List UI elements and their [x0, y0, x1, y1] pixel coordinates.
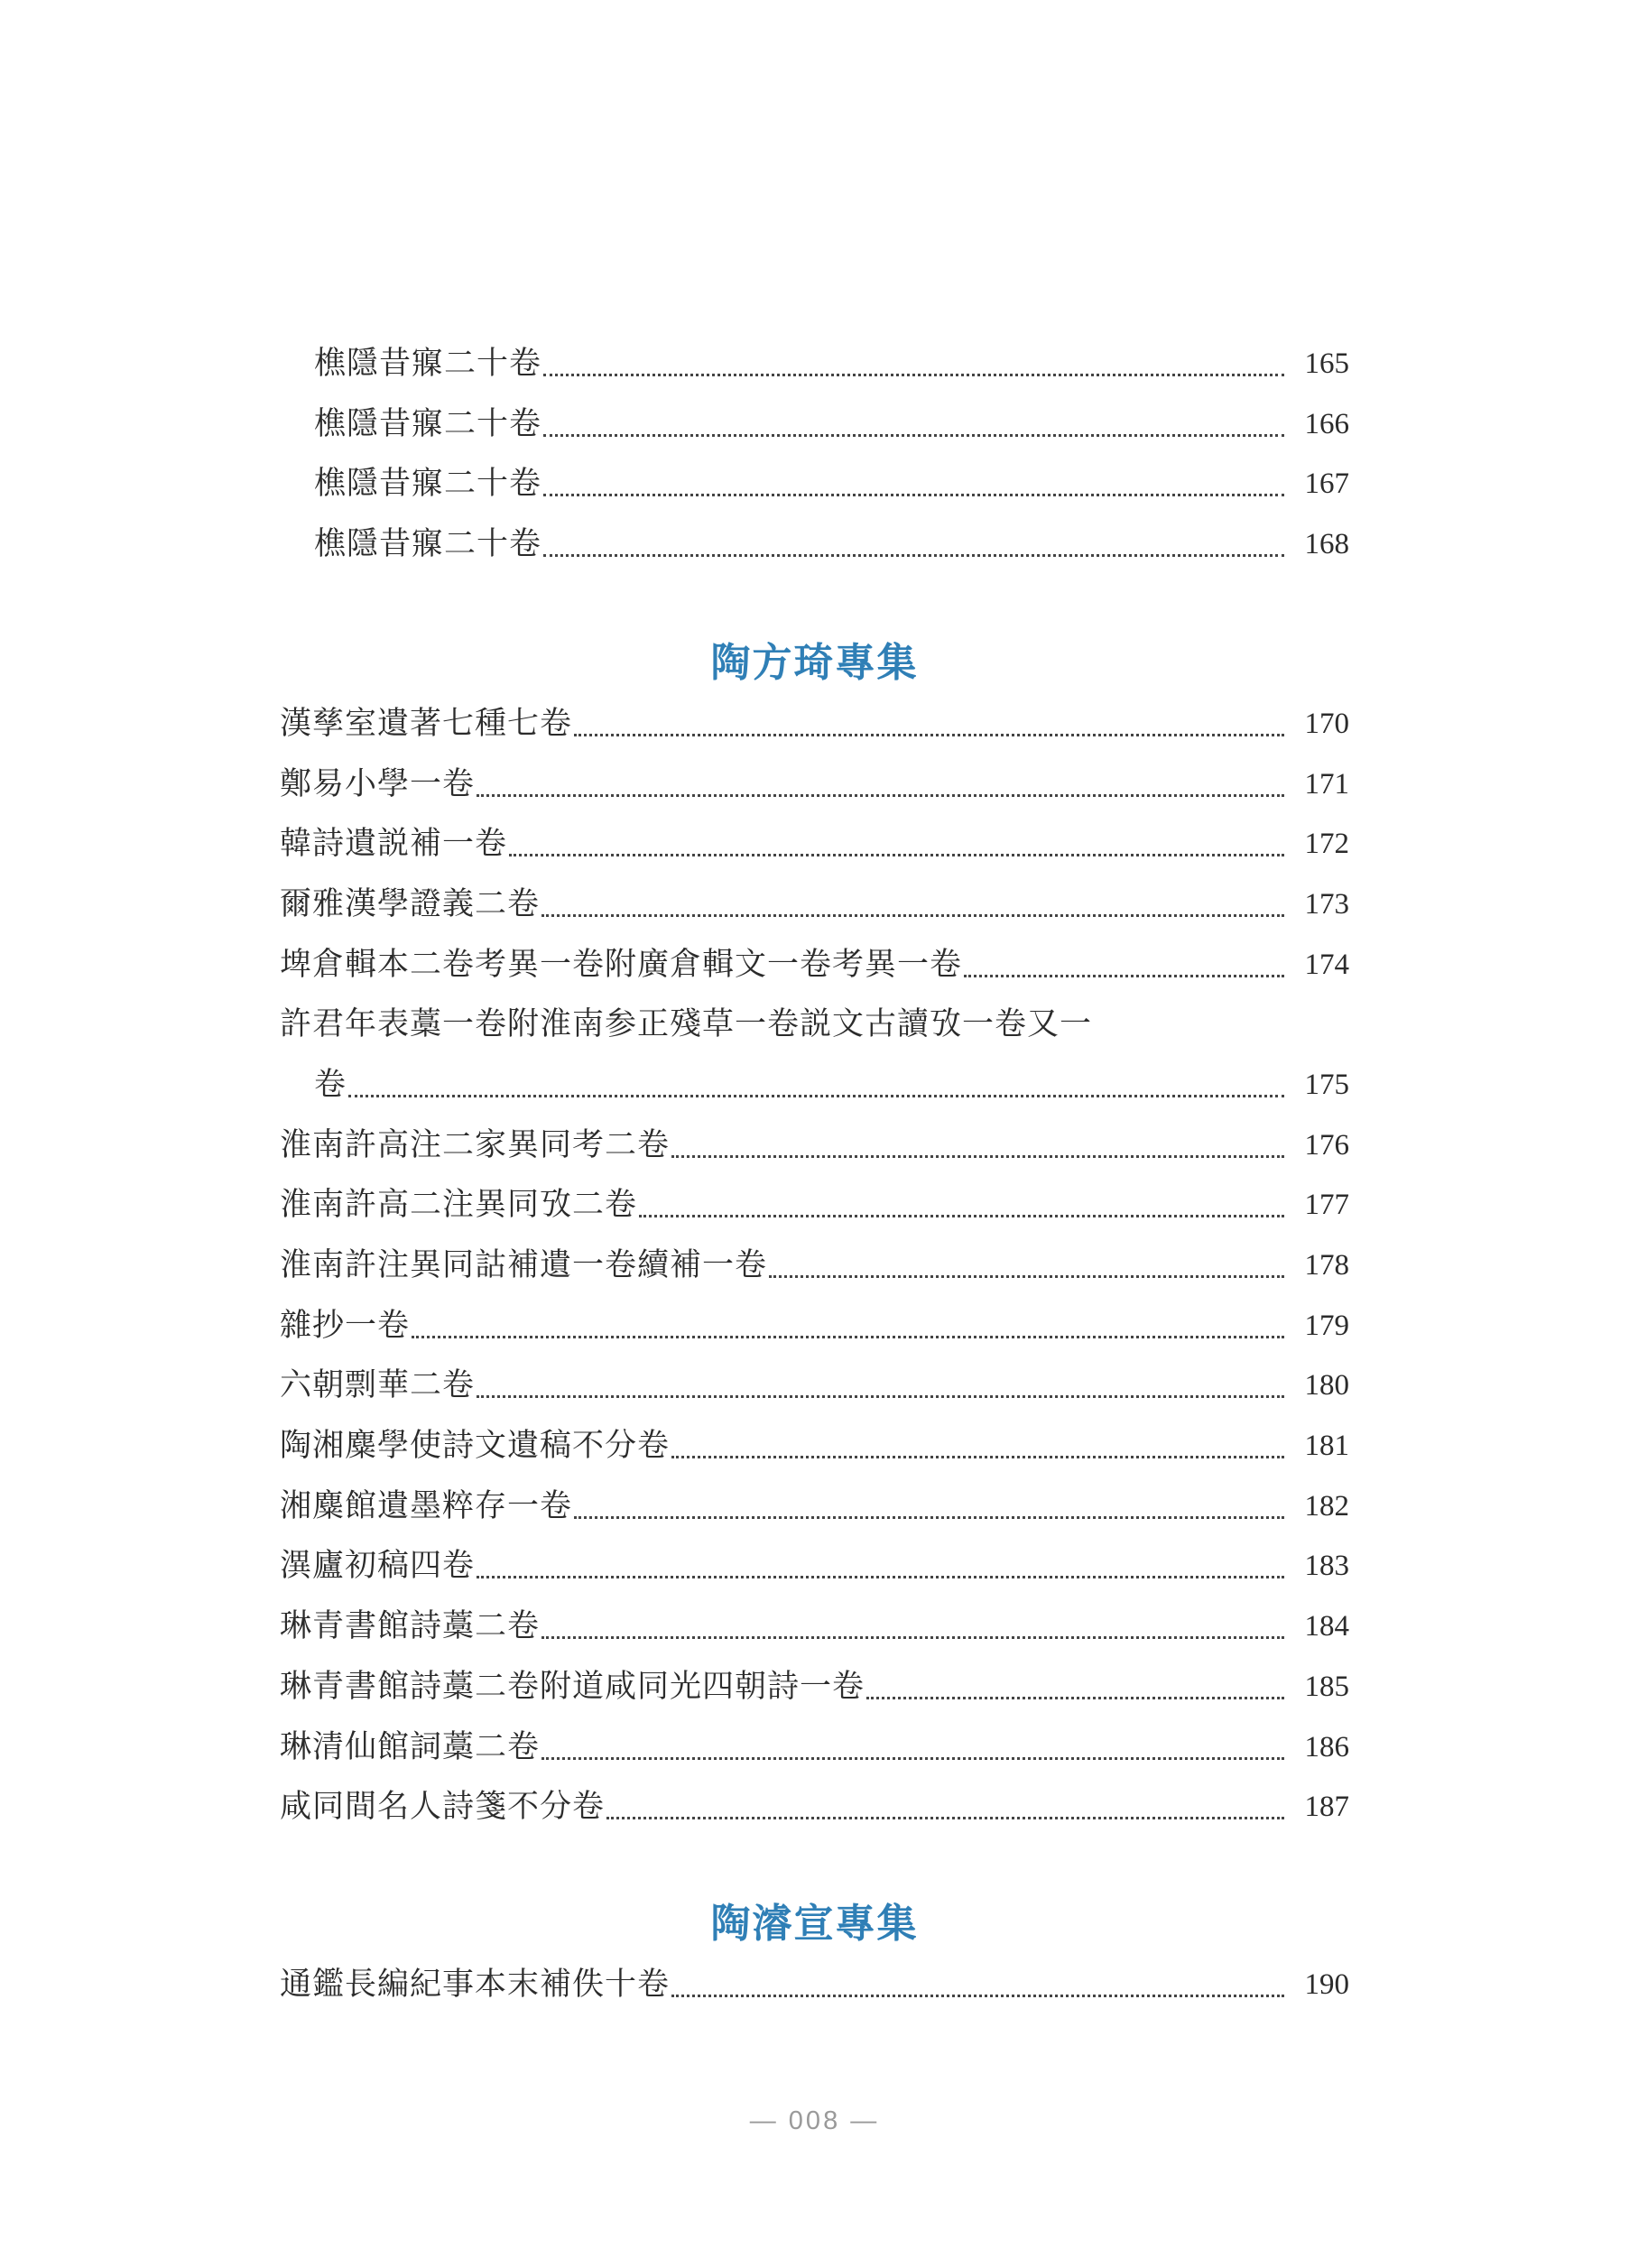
- entry-page: 176: [1304, 1128, 1349, 1162]
- dot-leader: [541, 1732, 1284, 1763]
- dot-leader: [671, 1130, 1284, 1162]
- entry-title: 六朝剽華二卷: [280, 1367, 476, 1404]
- dot-leader: [477, 1551, 1284, 1582]
- entry-title: 鄭易小學一卷: [280, 765, 476, 802]
- entry-title: 樵隱昔寱二十卷: [314, 525, 542, 562]
- entry-page: 173: [1304, 887, 1349, 921]
- toc-entry[interactable]: [280, 394, 1349, 455]
- toc-entry[interactable]: [280, 1477, 1349, 1537]
- entry-title: 埤倉輯本二卷考異一卷附廣倉輯文一卷考異一卷: [280, 946, 963, 983]
- toc-entry[interactable]: [280, 1356, 1349, 1417]
- toc-entry[interactable]: [280, 1597, 1349, 1657]
- entry-title: 通鑑長編紀事本末補佚十卷: [280, 1966, 671, 2003]
- dot-leader: [477, 769, 1284, 801]
- entry-page: 185: [1304, 1670, 1349, 1703]
- dot-leader: [412, 1310, 1284, 1342]
- entry-page: 170: [1304, 707, 1349, 740]
- entry-page: 172: [1304, 828, 1349, 861]
- dot-leader: [543, 468, 1284, 500]
- toc-entry[interactable]: [280, 514, 1349, 575]
- dot-leader: [639, 1190, 1284, 1221]
- dot-leader: [574, 1491, 1284, 1523]
- dot-leader: [509, 829, 1284, 860]
- entry-page: 168: [1304, 527, 1349, 560]
- dot-leader: [543, 348, 1284, 380]
- dot-leader: [477, 1370, 1284, 1402]
- section-heading: 陶方琦專集: [710, 640, 919, 686]
- entry-page: 175: [1304, 1068, 1349, 1101]
- dot-leader: [606, 1791, 1284, 1823]
- dot-leader: [543, 529, 1284, 560]
- entry-title: 淮南許高注二家異同考二卷: [280, 1126, 671, 1163]
- toc-entry-wrapped[interactable]: [280, 995, 1349, 1055]
- entry-page: 165: [1304, 347, 1349, 380]
- entry-title: 雜抄一卷: [280, 1307, 411, 1344]
- entry-page: 177: [1304, 1189, 1349, 1222]
- entry-title: 琳青書館詩藁二卷: [280, 1608, 541, 1645]
- toc-entry[interactable]: [280, 1955, 1349, 2015]
- entry-title: 潩廬初稿四卷: [280, 1548, 476, 1585]
- dot-leader: [671, 1969, 1284, 2001]
- entry-page: 180: [1304, 1369, 1349, 1402]
- toc-entry[interactable]: [280, 814, 1349, 875]
- dot-leader: [574, 708, 1284, 740]
- entry-page: 182: [1304, 1489, 1349, 1523]
- dot-leader: [541, 1611, 1284, 1643]
- entry-title: 湘麋館遺墨粹存一卷: [280, 1487, 573, 1524]
- entry-title: 咸同間名人詩箋不分卷: [280, 1789, 606, 1826]
- dot-leader: [671, 1430, 1284, 1462]
- toc-entry[interactable]: [280, 1537, 1349, 1597]
- toc-section-2: [280, 694, 1349, 1838]
- entry-page: 166: [1304, 407, 1349, 440]
- dot-leader: [769, 1250, 1284, 1282]
- toc-entry[interactable]: [280, 1657, 1349, 1717]
- toc-entry[interactable]: [280, 454, 1349, 514]
- toc-section-3: [280, 1955, 1349, 2015]
- entry-title: 許君年表藁一卷附淮南参正殘草一卷説文古讀攷一卷又一: [280, 1006, 1093, 1043]
- toc-entry[interactable]: [280, 754, 1349, 815]
- entry-page: 190: [1304, 1967, 1349, 2001]
- entry-title: 樵隱昔寱二十卷: [314, 345, 542, 382]
- entry-page: 167: [1304, 467, 1349, 501]
- entry-title: 琳青書館詩藁二卷附道咸同光四朝詩一卷: [280, 1668, 865, 1705]
- entry-title: 淮南許高二注異同攷二卷: [280, 1187, 638, 1224]
- dot-leader: [964, 949, 1284, 981]
- toc-entry-continuation[interactable]: [280, 1055, 1349, 1115]
- toc-entry[interactable]: [280, 1296, 1349, 1356]
- entry-title: 陶湘麋學使詩文遺稿不分卷: [280, 1428, 671, 1465]
- toc-entry[interactable]: [280, 1236, 1349, 1296]
- entry-title-continuation: 卷: [314, 1066, 347, 1103]
- toc-entry[interactable]: [280, 334, 1349, 394]
- entry-title: 韓詩遺説補一卷: [280, 826, 508, 863]
- dot-leader: [541, 889, 1284, 921]
- toc-entry[interactable]: [280, 1176, 1349, 1236]
- entry-title: 琳清仙館詞藁二卷: [280, 1728, 541, 1765]
- entry-title: 樵隱昔寱二十卷: [314, 466, 542, 503]
- toc-entry[interactable]: [280, 935, 1349, 995]
- entry-page: 178: [1304, 1249, 1349, 1282]
- dot-leader: [543, 409, 1284, 440]
- entry-page: 174: [1304, 948, 1349, 981]
- toc-entry[interactable]: [280, 694, 1349, 754]
- entry-page: 181: [1304, 1430, 1349, 1463]
- entry-page: 179: [1304, 1309, 1349, 1342]
- dot-leader: [866, 1671, 1284, 1703]
- toc-entry[interactable]: [280, 1717, 1349, 1778]
- toc-entry[interactable]: [280, 1115, 1349, 1176]
- toc-entry[interactable]: [280, 1416, 1349, 1477]
- entry-page: 184: [1304, 1610, 1349, 1643]
- entry-page: 186: [1304, 1730, 1349, 1763]
- page-number: — 008 —: [749, 2106, 880, 2135]
- toc-entry[interactable]: [280, 875, 1349, 935]
- entry-title: 樵隱昔寱二十卷: [314, 405, 542, 442]
- entry-page: 171: [1304, 767, 1349, 801]
- entry-title: 淮南許注異同詁補遺一卷續補一卷: [280, 1247, 768, 1284]
- entry-title: 漢孳室遺著七種七卷: [280, 705, 573, 742]
- section-heading: 陶濬宣專集: [710, 1901, 919, 1947]
- toc-entry[interactable]: [280, 1777, 1349, 1838]
- entry-title: 爾雅漢學證義二卷: [280, 885, 541, 922]
- dot-leader: [348, 1069, 1284, 1101]
- entry-page: 183: [1304, 1550, 1349, 1583]
- toc-section-1: [280, 334, 1349, 575]
- entry-page: 187: [1304, 1791, 1349, 1824]
